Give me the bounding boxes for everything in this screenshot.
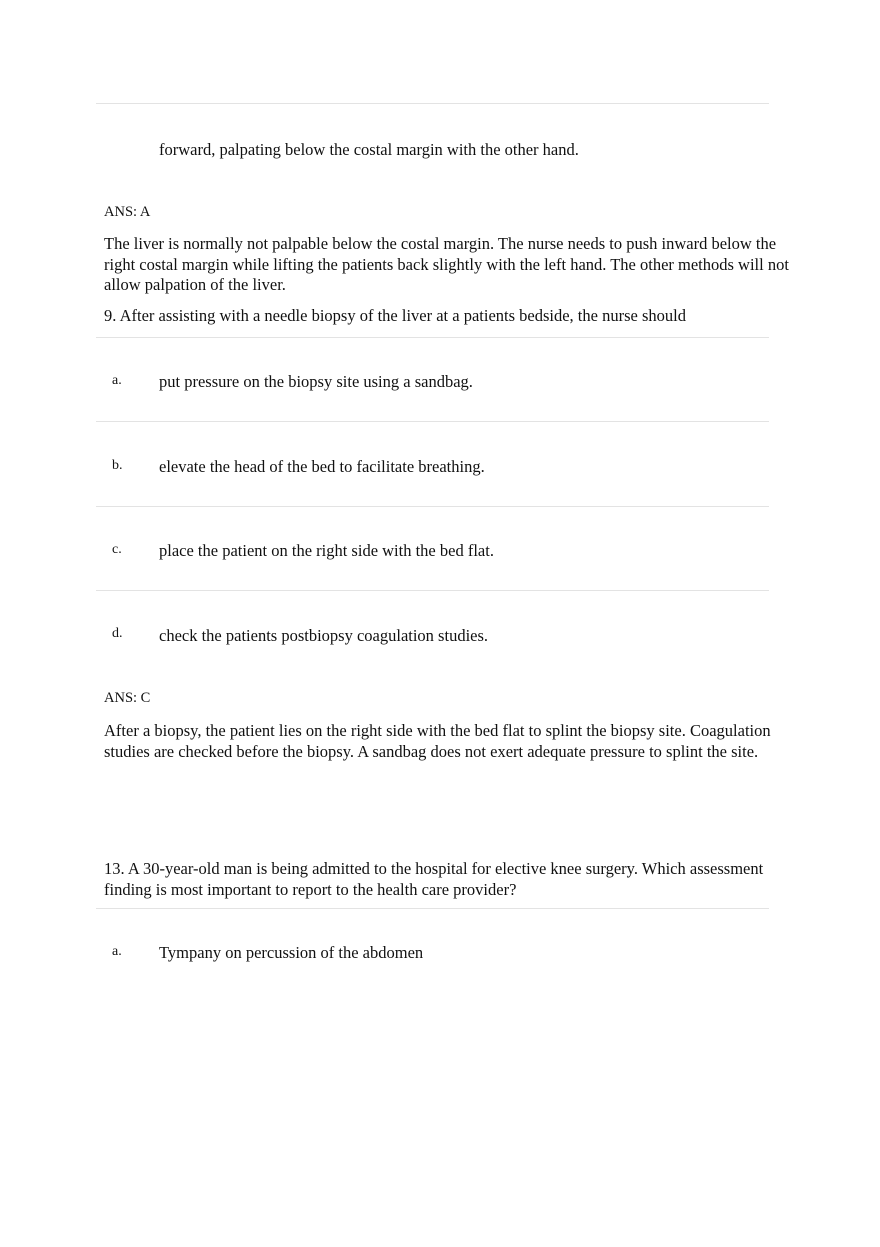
divider [96, 908, 769, 909]
option-letter: a. [112, 944, 122, 959]
option-text: elevate the head of the bed to facilitate breathing. [159, 457, 485, 476]
option-text: Tympany on percussion of the abdomen [159, 943, 424, 962]
q9-stem: 9. After assisting with a needle biopsy of the liver at a patients bedside, the nurse should [104, 306, 686, 325]
option-letter: a. [112, 373, 122, 388]
divider [96, 337, 769, 338]
q9-answer: ANS: C [104, 690, 151, 706]
option-letter: b. [112, 458, 123, 473]
option-letter: d. [112, 626, 123, 641]
q8-rationale: The liver is normally not palpable below the costal margin. The nurse needs to push inward below the right costal margin while lifting the patients back slightly with the left hand. The other methods will not allow palpation of the liver. [104, 234, 789, 294]
option-letter: c. [112, 542, 122, 557]
q13-stem: 13. A 30-year-old man is being admitted to the hospital for elective knee surgery. Which assessment finding is most important to report to the health care provider? [104, 859, 764, 899]
divider [96, 590, 769, 591]
q8-answer: ANS: A [104, 204, 151, 220]
option-text: check the patients postbiopsy coagulation studies. [159, 626, 489, 645]
option-text: put pressure on the biopsy site using a sandbag. [159, 372, 473, 391]
divider-top [96, 103, 769, 104]
continuation-text: forward, palpating below the costal margin with the other hand. [159, 140, 579, 159]
q9-rationale: After a biopsy, the patient lies on the right side with the bed flat to splint the biopsy site. Coagulation studies are checked before the biopsy. A sandbag does not exert adequate pressure to splint the site. [104, 721, 771, 761]
option-text: place the patient on the right side with the bed flat. [159, 541, 494, 560]
divider [96, 421, 769, 422]
divider [96, 506, 769, 507]
